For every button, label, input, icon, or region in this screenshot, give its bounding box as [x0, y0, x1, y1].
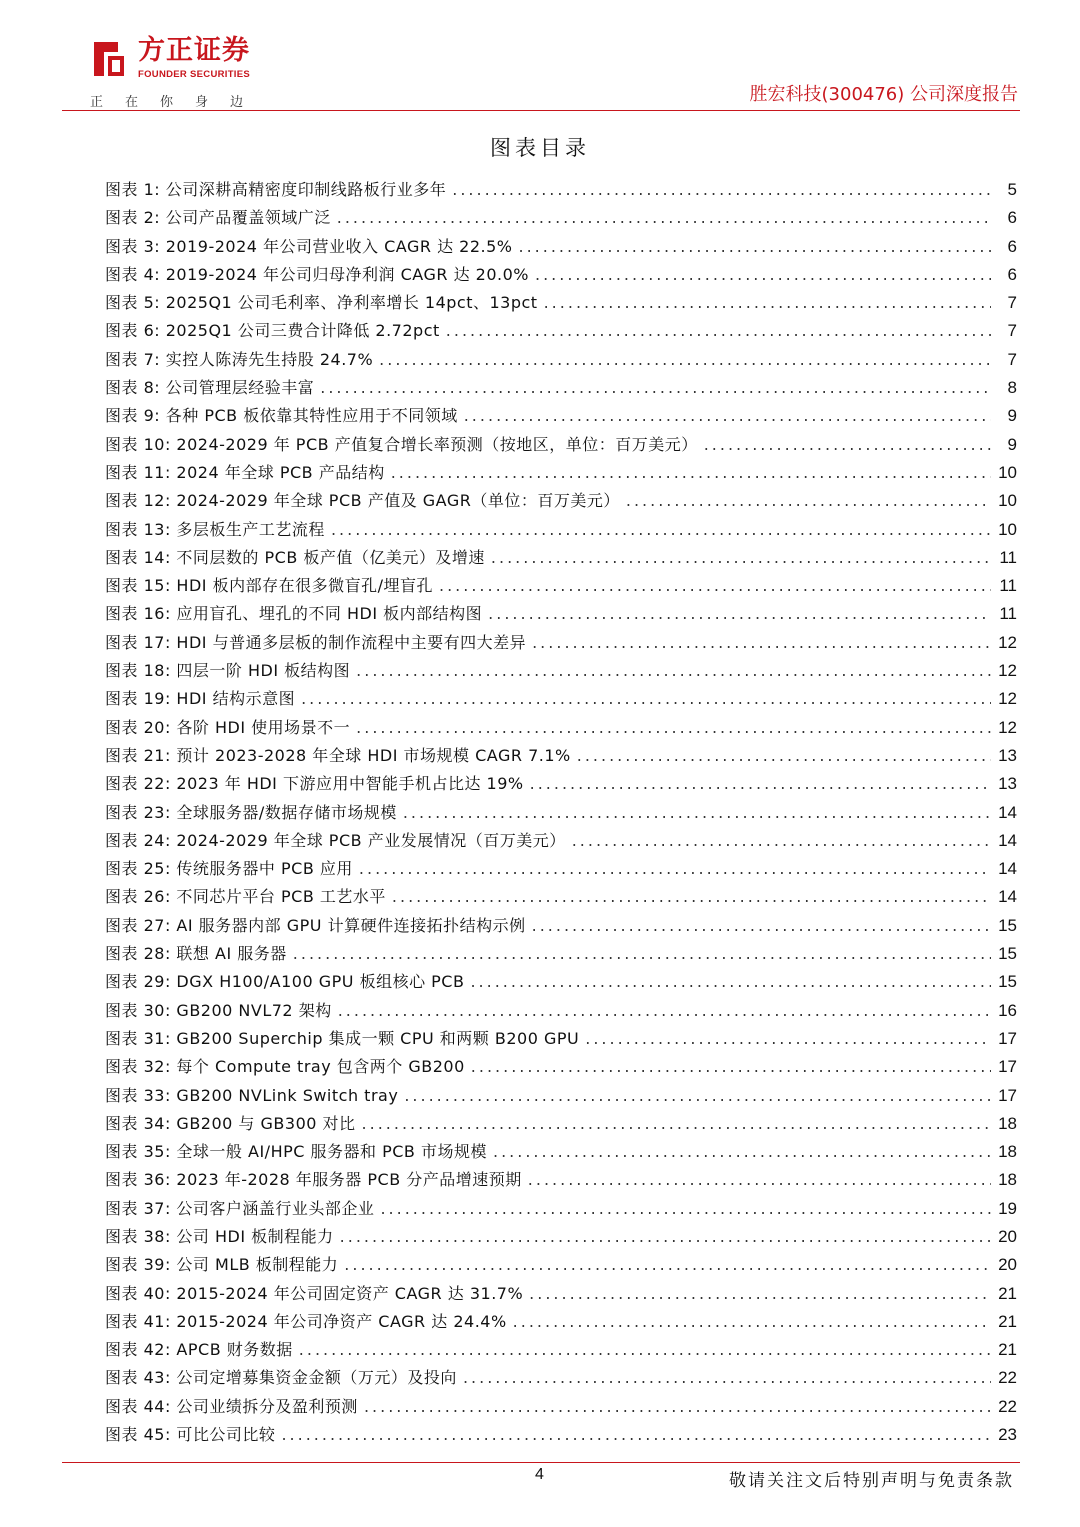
toc-entry-page: 15 [998, 915, 1017, 935]
report-title: 胜宏科技(300476) 公司深度报告 [749, 84, 1018, 105]
toc-entry-page: 12 [998, 717, 1017, 737]
toc-entry[interactable] [105, 544, 1017, 572]
toc-entry-page: 18 [998, 1142, 1017, 1162]
toc-entry-page: 14 [998, 802, 1017, 822]
toc-entry-page: 22 [998, 1368, 1017, 1388]
toc-entry-label: 图表 38: 公司 HDI 板制程能力 [105, 1226, 334, 1246]
toc-leader-dots [529, 1280, 991, 1308]
toc-entry-label: 图表 25: 传统服务器中 PCB 应用 [105, 859, 353, 879]
toc-entry-page: 15 [998, 944, 1017, 964]
toc-entry-page: 12 [998, 632, 1017, 652]
toc-entry-page: 7 [1007, 349, 1017, 369]
toc-leader-dots [362, 1110, 991, 1138]
toc-leader-dots [356, 657, 991, 685]
toc-entry[interactable] [105, 1195, 1017, 1223]
toc-entry-page: 11 [999, 576, 1017, 596]
toc-leader-dots [403, 799, 991, 827]
toc-leader-dots [364, 1393, 991, 1421]
toc-entry-label: 图表 21: 预计 2023-2028 年全球 HDI 市场规模 CAGR 7.1% [105, 745, 571, 765]
toc-entry[interactable] [105, 374, 1017, 402]
toc-entry[interactable] [105, 997, 1017, 1025]
toc-leader-dots [532, 912, 991, 940]
toc-leader-dots [704, 431, 991, 459]
header-divider [62, 110, 1020, 111]
toc-entry-page: 10 [998, 491, 1017, 511]
toc-entry-label: 图表 15: HDI 板内部存在很多微盲孔/埋盲孔 [105, 576, 433, 596]
toc-leader-dots [513, 1308, 991, 1336]
toc-entry-page: 17 [998, 1057, 1017, 1077]
toc-leader-dots [572, 827, 991, 855]
toc-leader-dots [528, 1166, 991, 1194]
toc-leader-dots [493, 1138, 991, 1166]
toc-entry[interactable] [105, 600, 1017, 628]
toc-leader-dots [344, 1251, 991, 1279]
toc-leader-dots [439, 572, 991, 600]
toc-entry[interactable] [105, 1421, 1017, 1449]
toc-heading: 图表目录 [490, 136, 590, 160]
toc-entry[interactable] [105, 912, 1017, 940]
toc-entry[interactable] [105, 346, 1017, 374]
toc-entry-label: 图表 7: 实控人陈涛先生持股 24.7% [105, 349, 374, 369]
toc-entry-page: 21 [998, 1340, 1017, 1360]
toc-entry[interactable] [105, 657, 1017, 685]
toc-entry[interactable] [105, 742, 1017, 770]
toc-leader-dots [518, 233, 991, 261]
toc-entry-label: 图表 33: GB200 NVLink Switch tray [105, 1085, 399, 1105]
toc-entry-label: 图表 24: 2024-2029 年全球 PCB 产业发展情况（百万美元） [105, 830, 566, 850]
toc-entry-label: 图表 23: 全球服务器/数据存储市场规模 [105, 802, 397, 822]
toc-leader-dots [380, 1195, 991, 1223]
toc-entry-label: 图表 27: AI 服务器内部 GPU 计算硬件连接拓扑结构示例 [105, 915, 526, 935]
toc-leader-dots [532, 629, 991, 657]
toc-entry[interactable] [105, 855, 1017, 883]
toc-leader-dots [626, 487, 991, 515]
toc-leader-dots [544, 289, 991, 317]
toc-leader-dots [340, 1223, 991, 1251]
toc-entry[interactable] [105, 487, 1017, 515]
toc-entry-page: 20 [998, 1226, 1017, 1246]
toc-entry-label: 图表 29: DGX H100/A100 GPU 板组核心 PCB [105, 972, 465, 992]
toc-leader-dots [446, 317, 991, 345]
founder-logo-icon [88, 38, 130, 80]
toc-entry-label: 图表 5: 2025Q1 公司毛利率、净利率增长 14pct、13pct [105, 293, 538, 313]
brand-name-cn: 方正证券 [138, 35, 250, 66]
toc-entry-page: 17 [998, 1085, 1017, 1105]
toc-entry[interactable] [105, 629, 1017, 657]
toc-entry-page: 6 [1007, 208, 1017, 228]
toc-entry[interactable] [105, 516, 1017, 544]
toc-entry-label: 图表 11: 2024 年全球 PCB 产品结构 [105, 462, 385, 482]
toc-entry-page: 14 [998, 887, 1017, 907]
toc-leader-dots [488, 600, 991, 628]
toc-entry-label: 图表 31: GB200 Superchip 集成一颗 CPU 和两颗 B200 GPU [105, 1028, 580, 1048]
toc-leader-dots [530, 770, 991, 798]
toc-entry-page: 9 [1007, 406, 1017, 426]
table-of-figures [105, 176, 1017, 1449]
toc-entry[interactable] [105, 1025, 1017, 1053]
toc-entry[interactable] [105, 1082, 1017, 1110]
toc-entry[interactable] [105, 459, 1017, 487]
toc-leader-dots [281, 1421, 991, 1449]
toc-entry-label: 图表 28: 联想 AI 服务器 [105, 944, 287, 964]
toc-entry-page: 19 [998, 1198, 1017, 1218]
page-number: 4 [535, 1466, 544, 1483]
toc-entry-label: 图表 35: 全球一般 AI/HPC 服务器和 PCB 市场规模 [105, 1142, 487, 1162]
toc-entry-label: 图表 37: 公司客户涵盖行业头部企业 [105, 1198, 375, 1218]
toc-entry[interactable] [105, 940, 1017, 968]
brand-slogan: 正在你身边 [90, 95, 266, 110]
toc-entry-label: 图表 8: 公司管理层经验丰富 [105, 378, 315, 398]
toc-entry[interactable] [105, 176, 1017, 204]
toc-entry[interactable] [105, 1223, 1017, 1251]
toc-entry-page: 7 [1007, 321, 1017, 341]
toc-entry[interactable] [105, 685, 1017, 713]
toc-entry-page: 18 [998, 1170, 1017, 1190]
footer-divider [62, 1462, 1020, 1463]
toc-leader-dots [359, 855, 991, 883]
toc-entry-label: 图表 6: 2025Q1 公司三费合计降低 2.72pct [105, 321, 440, 341]
toc-entry-page: 10 [998, 519, 1017, 539]
toc-entry[interactable] [105, 1336, 1017, 1364]
toc-leader-dots [320, 374, 991, 402]
toc-entry-label: 图表 40: 2015-2024 年公司固定资产 CAGR 达 31.7% [105, 1283, 524, 1303]
toc-entry-page: 6 [1007, 264, 1017, 284]
toc-entry-page: 9 [1007, 434, 1017, 454]
toc-entry-label: 图表 44: 公司业绩拆分及盈利预测 [105, 1396, 358, 1416]
toc-entry-label: 图表 13: 多层板生产工艺流程 [105, 519, 325, 539]
toc-entry[interactable] [105, 1280, 1017, 1308]
toc-leader-dots [293, 940, 991, 968]
toc-leader-dots [491, 544, 991, 572]
toc-entry-page: 23 [998, 1425, 1017, 1445]
toc-entry[interactable] [105, 883, 1017, 911]
toc-entry-page: 13 [998, 745, 1017, 765]
toc-entry-page: 17 [998, 1028, 1017, 1048]
toc-leader-dots [471, 1053, 991, 1081]
toc-leader-dots [301, 685, 991, 713]
toc-entry-page: 7 [1007, 293, 1017, 313]
toc-entry-page: 12 [998, 689, 1017, 709]
toc-entry-page: 14 [998, 859, 1017, 879]
toc-entry-label: 图表 2: 公司产品覆盖领域广泛 [105, 208, 331, 228]
toc-entry-page: 21 [998, 1283, 1017, 1303]
disclaimer-notice: 敬请关注文后特别声明与免责条款 [729, 1471, 1014, 1491]
toc-leader-dots [331, 516, 991, 544]
toc-entry-label: 图表 14: 不同层数的 PCB 板产值（亿美元）及增速 [105, 547, 485, 567]
toc-entry[interactable] [105, 402, 1017, 430]
toc-entry[interactable] [105, 431, 1017, 459]
toc-entry-label: 图表 10: 2024-2029 年 PCB 产值复合增长率预测（按地区，单位：百万美元） [105, 434, 698, 454]
toc-entry[interactable] [105, 827, 1017, 855]
toc-leader-dots [392, 883, 991, 911]
toc-entry-page: 6 [1007, 236, 1017, 256]
toc-leader-dots [299, 1336, 991, 1364]
toc-leader-dots [338, 997, 991, 1025]
toc-entry[interactable] [105, 317, 1017, 345]
toc-entry-label: 图表 4: 2019-2024 年公司归母净利润 CAGR 达 20.0% [105, 264, 529, 284]
toc-entry-label: 图表 30: GB200 NVL72 架构 [105, 1000, 332, 1020]
toc-leader-dots [379, 346, 991, 374]
toc-entry-label: 图表 26: 不同芯片平台 PCB 工艺水平 [105, 887, 386, 907]
brand-name-en: FOUNDER SECURITIES [138, 69, 251, 80]
toc-leader-dots [577, 742, 991, 770]
toc-leader-dots [391, 459, 991, 487]
toc-entry-page: 12 [998, 661, 1017, 681]
toc-leader-dots [452, 176, 991, 204]
toc-entry[interactable] [105, 1393, 1017, 1421]
toc-entry-label: 图表 16: 应用盲孔、埋孔的不同 HDI 板内部结构图 [105, 604, 483, 624]
toc-entry-label: 图表 41: 2015-2024 年公司净资产 CAGR 达 24.4% [105, 1311, 507, 1331]
toc-entry[interactable] [105, 572, 1017, 600]
toc-entry[interactable] [105, 1364, 1017, 1392]
toc-entry-page: 16 [998, 1000, 1017, 1020]
toc-leader-dots [356, 714, 991, 742]
toc-entry-page: 18 [998, 1113, 1017, 1133]
toc-entry-label: 图表 3: 2019-2024 年公司营业收入 CAGR 达 22.5% [105, 236, 513, 256]
toc-entry-label: 图表 22: 2023 年 HDI 下游应用中智能手机占比达 19% [105, 774, 524, 794]
toc-leader-dots [535, 261, 991, 289]
toc-entry-page: 10 [998, 462, 1017, 482]
toc-entry[interactable] [105, 204, 1017, 232]
toc-entry[interactable] [105, 1166, 1017, 1194]
toc-entry-page: 21 [998, 1311, 1017, 1331]
toc-entry-label: 图表 34: GB200 与 GB300 对比 [105, 1113, 356, 1133]
toc-entry-label: 图表 32: 每个 Compute tray 包含两个 GB200 [105, 1057, 465, 1077]
toc-entry-page: 14 [998, 830, 1017, 850]
toc-entry-label: 图表 19: HDI 结构示意图 [105, 689, 296, 709]
toc-entry[interactable] [105, 770, 1017, 798]
toc-leader-dots [464, 402, 991, 430]
page-header [0, 0, 1080, 112]
toc-entry-label: 图表 1: 公司深耕高精密度印制线路板行业多年 [105, 180, 447, 199]
toc-entry-label: 图表 43: 公司定增募集资金金额（万元）及投向 [105, 1368, 457, 1388]
toc-entry-label: 图表 42: APCB 财务数据 [105, 1340, 293, 1360]
toc-entry-page: 13 [998, 774, 1017, 794]
toc-entry-page: 22 [998, 1396, 1017, 1416]
toc-entry-label: 图表 17: HDI 与普通多层板的制作流程中主要有四大差异 [105, 632, 527, 652]
toc-entry-label: 图表 45: 可比公司比较 [105, 1425, 276, 1445]
toc-entry[interactable] [105, 1053, 1017, 1081]
toc-entry-page: 11 [999, 604, 1017, 624]
toc-leader-dots [463, 1364, 991, 1392]
toc-entry[interactable] [105, 233, 1017, 261]
toc-entry[interactable] [105, 799, 1017, 827]
toc-entry-page: 8 [1007, 378, 1017, 398]
toc-entry-page: 15 [998, 972, 1017, 992]
toc-entry-label: 图表 39: 公司 MLB 板制程能力 [105, 1255, 339, 1275]
toc-leader-dots [404, 1082, 991, 1110]
toc-entry-label: 图表 20: 各阶 HDI 使用场景不一 [105, 717, 351, 737]
toc-entry[interactable] [105, 968, 1017, 996]
toc-entry[interactable] [105, 289, 1017, 317]
toc-entry[interactable] [105, 1138, 1017, 1166]
toc-entry[interactable] [105, 1308, 1017, 1336]
toc-entry[interactable] [105, 1251, 1017, 1279]
toc-entry[interactable] [105, 261, 1017, 289]
toc-leader-dots [470, 968, 991, 996]
toc-entry-page: 20 [998, 1255, 1017, 1275]
toc-entry-label: 图表 12: 2024-2029 年全球 PCB 产值及 GAGR（单位：百万美元） [105, 491, 620, 511]
toc-entry-label: 图表 9: 各种 PCB 板依靠其特性应用于不同领域 [105, 406, 458, 426]
toc-leader-dots [337, 204, 991, 232]
toc-entry[interactable] [105, 1110, 1017, 1138]
toc-entry-page: 11 [999, 547, 1017, 567]
toc-entry-label: 图表 18: 四层一阶 HDI 板结构图 [105, 661, 351, 681]
toc-entry-label: 图表 36: 2023 年-2028 年服务器 PCB 分产品增速预期 [105, 1170, 522, 1190]
toc-entry[interactable] [105, 714, 1017, 742]
toc-leader-dots [585, 1025, 991, 1053]
toc-entry-page: 5 [1007, 180, 1017, 199]
